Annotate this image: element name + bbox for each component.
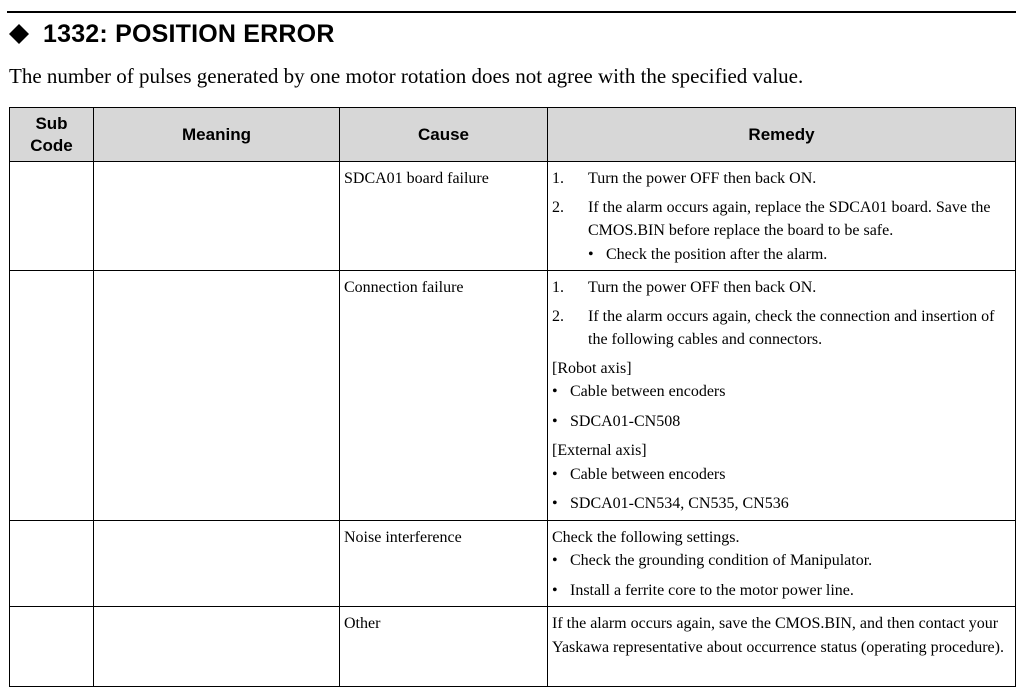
bullet-icon: • xyxy=(552,383,558,400)
header-remedy: Remedy xyxy=(548,108,1016,162)
bullet-text: Cable between encoders xyxy=(570,465,726,483)
meaning-cell xyxy=(94,162,340,271)
table-row xyxy=(10,162,1016,271)
sub-code-cell xyxy=(10,271,94,521)
remedy-cell xyxy=(548,607,1016,687)
header-meaning: Meaning xyxy=(94,108,340,162)
bullet-icon: • xyxy=(588,245,594,263)
header-sub-code-line1: Sub xyxy=(35,113,68,133)
bullet-icon: • xyxy=(552,465,558,483)
bullet-text: Check the position after the alarm. xyxy=(606,245,828,263)
diamond-bullet-icon xyxy=(9,24,29,44)
bullet-icon: • xyxy=(552,412,558,430)
group-label-robot-axis: [Robot axis] xyxy=(552,359,632,377)
meaning-cell xyxy=(94,520,340,607)
step-text: Turn the power OFF then back ON. xyxy=(588,170,817,187)
intro-text: The number of pulses generated by one motor rotation does not agree with the specified value. xyxy=(9,64,804,88)
bullet-text: SDCA01-CN534, CN535, CN536 xyxy=(570,495,789,512)
bullet-text: SDCA01-CN508 xyxy=(570,412,681,430)
remedy-step xyxy=(552,305,1011,352)
header-sub-code-line2: Code xyxy=(30,135,73,155)
remedy-cell xyxy=(548,162,1016,271)
remedy-text: If the alarm occurs again, save the CMOS.BIN, and then contact your Yaskawa representative about occurrence status (operating procedure). xyxy=(552,615,1004,656)
step-number: 2. xyxy=(552,198,564,216)
sub-code-cell xyxy=(10,162,94,271)
header-row xyxy=(10,108,1016,162)
group-label-external-axis: [External axis] xyxy=(552,442,647,459)
bullet-item xyxy=(552,410,1011,434)
cause-cell: Other xyxy=(340,607,548,687)
remedy-cell xyxy=(548,520,1016,607)
sub-code-cell xyxy=(10,520,94,607)
table-row xyxy=(10,607,1016,687)
meaning-cell xyxy=(94,607,340,687)
bullet-text: Check the grounding condition of Manipulator. xyxy=(570,552,873,569)
sub-code-cell xyxy=(10,607,94,687)
remedy-step xyxy=(552,196,1011,243)
bullet-item xyxy=(588,243,1011,267)
remedy-step xyxy=(552,276,1011,300)
header-cause: Cause xyxy=(340,108,548,162)
remedy-step xyxy=(552,167,1011,191)
step-text: If the alarm occurs again, replace the SDCA01 board. Save the CMOS.BIN before replace the board to be safe. xyxy=(588,198,991,239)
bullet-text: Cable between encoders xyxy=(570,383,726,400)
section-heading xyxy=(9,18,335,50)
header-sub-code xyxy=(10,108,94,162)
step-number: 1. xyxy=(552,279,564,296)
step-text: Turn the power OFF then back ON. xyxy=(588,279,817,296)
bullet-item xyxy=(552,380,1011,404)
step-number: 1. xyxy=(552,170,564,187)
bullet-icon: • xyxy=(552,495,558,512)
step-number: 2. xyxy=(552,307,564,325)
cause-cell: SDCA01 board failure xyxy=(340,162,548,271)
remedy-text: Check the following settings. xyxy=(552,528,740,546)
bullet-item xyxy=(552,579,1011,603)
bullet-item xyxy=(552,549,1011,573)
step-text: If the alarm occurs again, check the connection and insertion of the following cables and connectors. xyxy=(588,307,995,348)
table-row xyxy=(10,520,1016,607)
top-rule xyxy=(7,11,1016,13)
bullet-text: Install a ferrite core to the motor power line. xyxy=(570,581,854,599)
bullet-item xyxy=(552,463,1011,487)
bullet-icon: • xyxy=(552,552,558,569)
remedy-cell xyxy=(548,271,1016,521)
bullet-icon: • xyxy=(552,581,558,599)
error-table xyxy=(9,107,1016,687)
cause-cell: Noise interference xyxy=(340,520,548,607)
page-title: 1332: POSITION ERROR xyxy=(43,19,335,48)
bullet-item xyxy=(552,492,1011,516)
table-row xyxy=(10,271,1016,521)
meaning-cell xyxy=(94,271,340,521)
cause-cell: Connection failure xyxy=(340,271,548,521)
